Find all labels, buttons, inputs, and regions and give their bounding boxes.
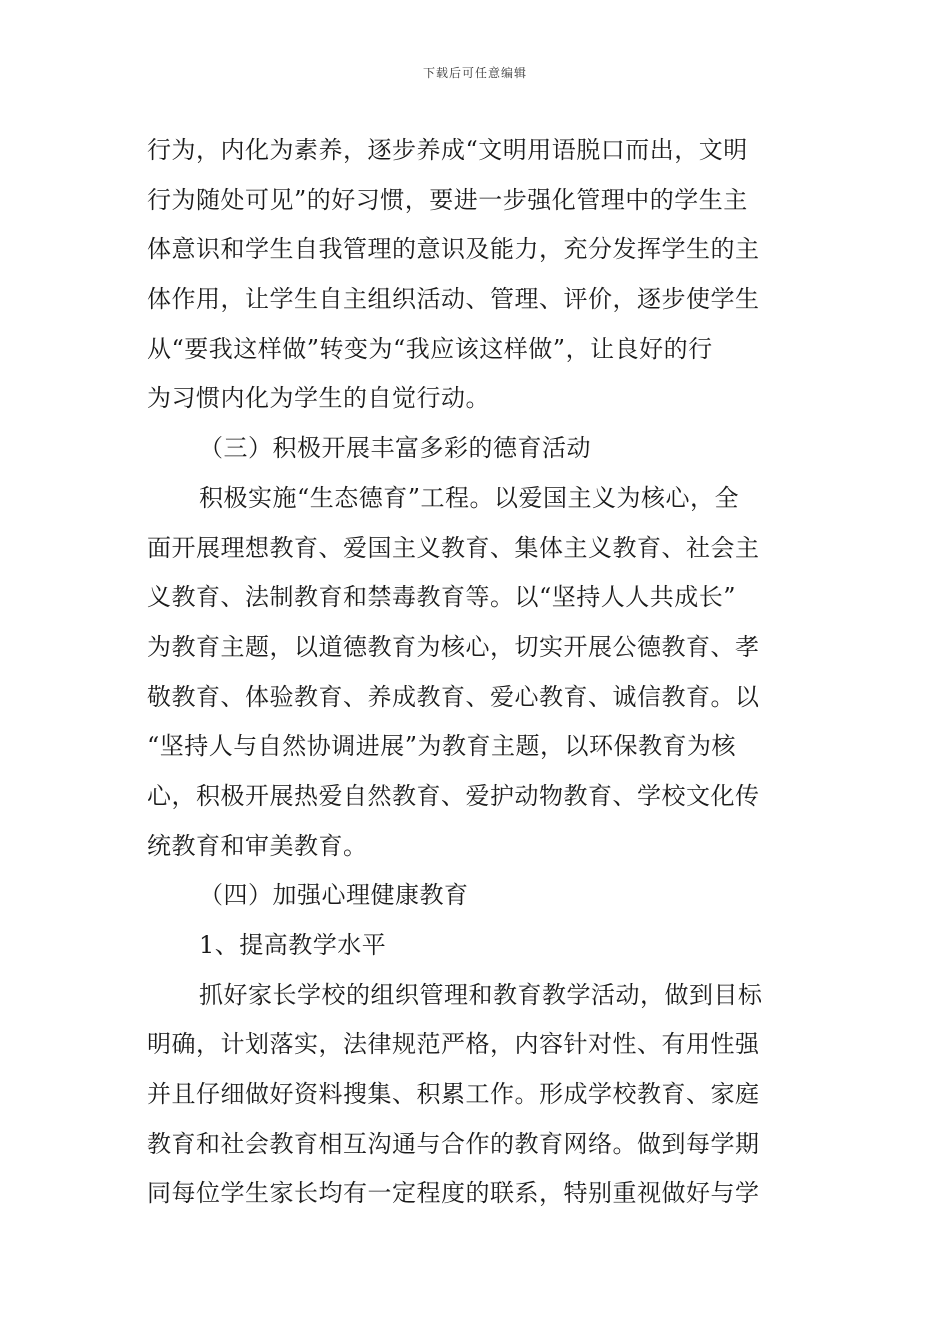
text-line: 同每位学生家长均有一定程度的联系，特别重视做好与学 [147, 1179, 760, 1208]
text-line: （四）加强心理健康教育 [199, 881, 469, 910]
text-line: 积极实施“生态德育”工程。以爱国主义为核心，全 [199, 483, 740, 512]
text-line: 行为，内化为素养，逐步养成“文明用语脱口而出，文明 [147, 136, 748, 164]
text-line: （三）积极开展丰富多彩的德育活动 [199, 434, 591, 463]
text-line: 统教育和审美教育。 [147, 831, 368, 860]
text-line: 体意识和学生自我管理的意识及能力，充分发挥学生的主 [147, 235, 760, 264]
text-line: 心，积极开展热爱自然教育、爱护动物教育、学校文化传 [147, 781, 760, 810]
text-line: “坚持人与自然协调进展”为教育主题，以环保教育为核 [147, 732, 737, 761]
text-line: 抓好家长学校的组织管理和教育教学活动，做到目标 [199, 980, 763, 1009]
text-line: 面开展理想教育、爱国主义教育、集体主义教育、社会主 [147, 533, 760, 562]
text-line: 为教育主题，以道德教育为核心，切实开展公德教育、孝 [147, 632, 760, 661]
text-line: 教育和社会教育相互沟通与合作的教育网络。做到每学期 [147, 1129, 760, 1158]
text-line: 行为随处可见”的好习惯，要进一步强化管理中的学生主 [147, 185, 748, 214]
text-line: 体作用，让学生自主组织活动、管理、评价，逐步使学生 [147, 285, 760, 314]
text-line: 从“要我这样做”转变为“我应该这样做”，让良好的行 [147, 334, 713, 363]
text-line: 义教育、法制教育和禁毒教育等。以“坚持人人共成长” [147, 583, 737, 612]
page-header: 下载后可任意编辑 [422, 66, 527, 80]
text-line: 为习惯内化为学生的自觉行动。 [147, 384, 490, 413]
text-line: 敬教育、体验教育、养成教育、爱心教育、诚信教育。以 [147, 682, 760, 711]
text-line: 明确，计划落实，法律规范严格，内容针对性、有用性强 [147, 1030, 760, 1059]
document-body [147, 126, 807, 1219]
text-line: 1、提高教学水平 [199, 931, 387, 959]
text-line: 并且仔细做好资料搜集、积累工作。形成学校教育、家庭 [147, 1080, 760, 1109]
